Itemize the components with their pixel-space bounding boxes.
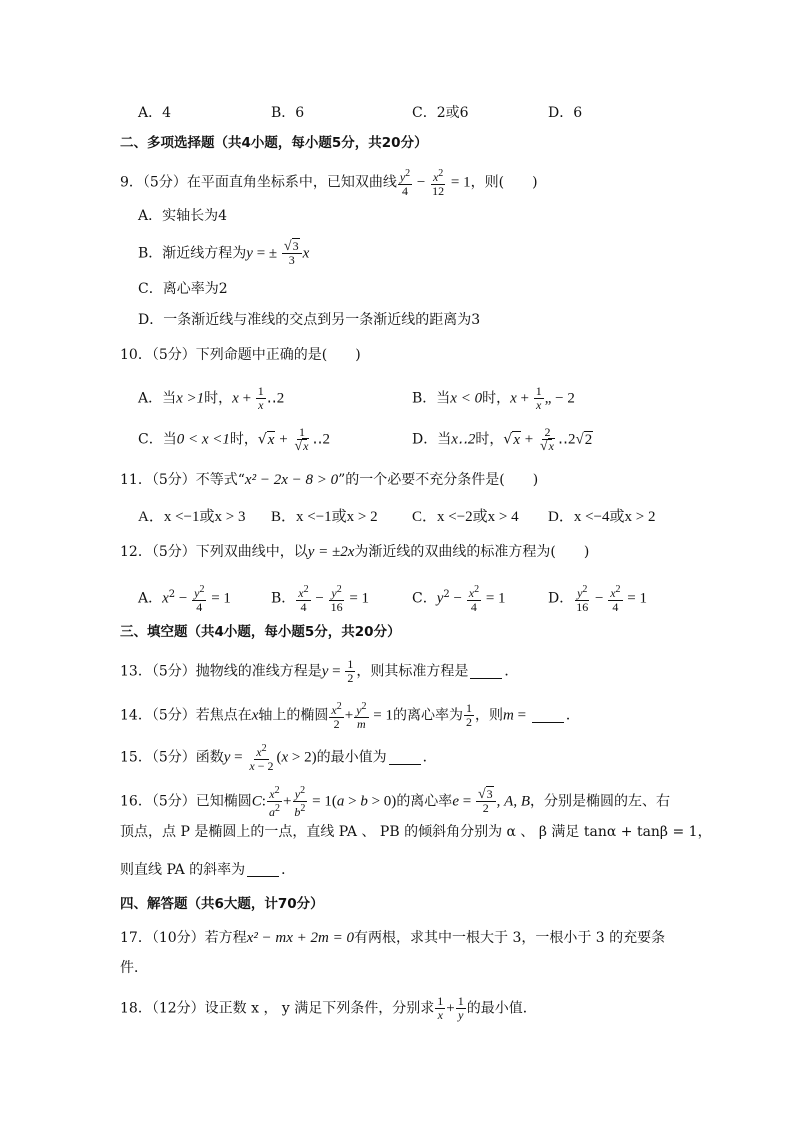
q11-option-d[interactable]: D．x <−4或x > 2 <box>548 509 656 525</box>
q12-option-b[interactable]: B． $\frac{x^2}{4}$ − $\frac{y^2}{16}$ = 1 <box>271 584 370 614</box>
question-15-stem: 15．（5分）函数y = $\frac{x^2}{x - 2}$ (x > 2)的最小值为 ． <box>120 743 437 773</box>
section-heading-multiple-choice: 二、多项选择题（共4小题，每小题5分，共20分） <box>120 135 428 151</box>
question-17-stem: 17．（10分）若方程x² − mx + 2m = 0有两根，求其中一根大于 3，一根小于 3 的充要条 <box>120 930 666 946</box>
q8-option-d[interactable]: D．6 <box>548 105 583 121</box>
q10-option-b[interactable]: B．当x < 0时，x + $\frac{1}{x}$ „ − 2 <box>412 384 575 412</box>
q9-option-d[interactable]: D．一条渐近线与准线的交点到另一条渐近线的距离为3 <box>138 312 481 328</box>
answer-blank[interactable] <box>532 708 564 723</box>
question-18-stem: 18．（12分）设正数 x ， y 满足下列条件，分别求 $\frac{1}{x}$ + $\frac{1}{y}$ 的最小值． <box>120 994 537 1022</box>
q12-option-a[interactable]: A．$x^2$ − $\frac{y^2}{4}$ = 1 <box>138 584 231 614</box>
q11-option-a[interactable]: A．x <−1或x > 3 <box>138 509 246 525</box>
question-score: （5分） <box>142 174 187 191</box>
question-17-line-2: 件． <box>120 960 148 976</box>
q9-option-b[interactable]: B．渐近线方程为y = ± $\frac{√3}{3}$ x <box>138 239 310 267</box>
answer-blank[interactable] <box>389 750 421 765</box>
q11-option-c[interactable]: C．x <−2或x > 4 <box>412 509 519 525</box>
question-16-line-3: 则直线 PA 的斜率为 ． <box>120 862 296 878</box>
section-heading-fill-in: 三、填空题（共4小题，每小题5分，共20分） <box>120 624 401 640</box>
q12-option-d[interactable]: D． $\frac{y^2}{16}$ − $\frac{x^2}{4}$ = 1 <box>548 584 647 614</box>
q11-option-b[interactable]: B．x <−1或x > 2 <box>271 509 378 525</box>
question-number: 9． <box>120 174 143 191</box>
question-9-stem: 9．（5分）在平面直角坐标系中，已知双曲线 $\frac{y^2}{4}$ − $\frac{x^2}{12}$ = 1，则( ) <box>120 168 538 198</box>
question-11-stem: 11．（5分）不等式“x² − 2x − 8 > 0”的一个必要不充分条件是( ) <box>120 472 539 488</box>
q8-option-a[interactable]: A．4 <box>138 105 172 121</box>
question-16-line-2: 顶点，点 P 是椭圆上的一点，直线 PA 、 PB 的倾斜角分别为 α 、 β 满足 tanα + tanβ = 1， <box>120 824 712 840</box>
question-14-stem: 14．（5分）若焦点在x轴上的椭圆 $\frac{x^2}{2}$ + $\frac{y^2}{m}$ = 1的离心率为 $\frac{1}{2}$ ，则m = ． <box>120 701 580 731</box>
q10-option-c[interactable]: C．当0 < x <1时，√x + $\frac{1}{√x}$ ‥2 <box>138 425 330 454</box>
q8-option-c[interactable]: C．2或6 <box>412 105 469 121</box>
q10-option-a[interactable]: A．当x >1时，x + $\frac{1}{x}$ ‥2 <box>138 384 285 412</box>
q12-option-c[interactable]: C．$y^2$ − $\frac{x^2}{4}$ = 1 <box>412 584 506 614</box>
q9-option-c[interactable]: C．离心率为2 <box>138 281 228 297</box>
q10-option-d[interactable]: D．当x‥2时，√x + $\frac{2}{√x}$ ‥2√2 <box>412 425 593 454</box>
answer-blank[interactable] <box>247 862 279 877</box>
question-10-stem: 10．（5分）下列命题中正确的是( ) <box>120 347 361 363</box>
question-12-stem: 12．（5分）下列双曲线中，以y = ±2x为渐近线的双曲线的标准方程为( ) <box>120 544 590 560</box>
q8-option-b[interactable]: B．6 <box>271 105 305 121</box>
section-heading-solutions: 四、解答题（共6大题，计70分） <box>120 896 324 912</box>
q9-option-a[interactable]: A．实轴长为4 <box>138 208 228 224</box>
question-13-stem: 13．（5分）抛物线的准线方程是y = $\frac{1}{2}$ ，则其标准方程是 ． <box>120 657 519 685</box>
answer-blank[interactable] <box>470 664 502 679</box>
question-16-stem: 16．（5分）已知椭圆C: $\frac{x^2}{a^2}$ + $\frac{y^2}{b^2}$ = 1(a > b > 0)的离心率e = $\frac{√3}{2}$ , A, B，分别是椭圆的左、右 <box>120 785 670 819</box>
